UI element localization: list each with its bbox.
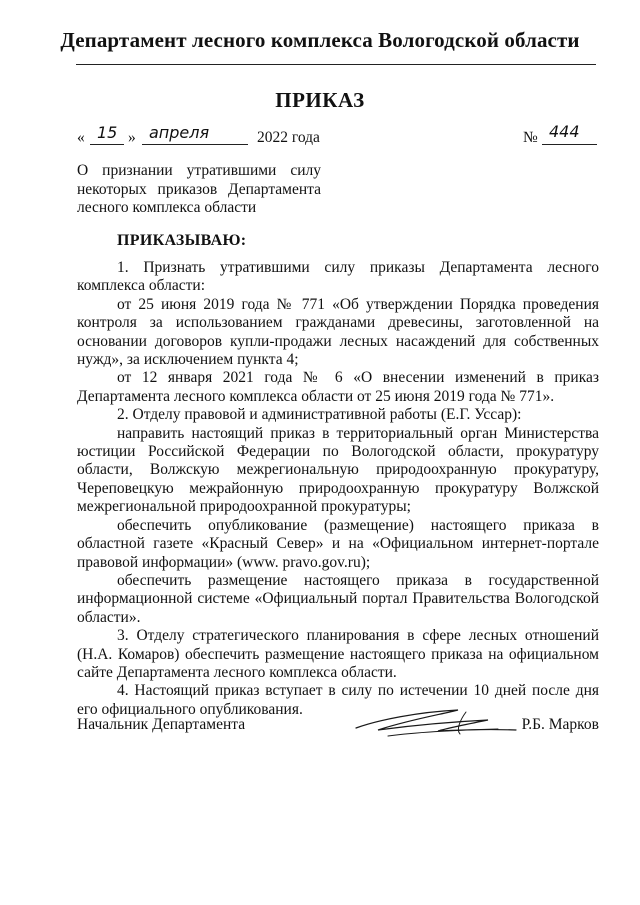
- day-underline: [90, 144, 124, 145]
- paragraph-item-2-a: направить настоящий приказ в территориальный орган Министерства юстиции Российской Федерации по Вологодской области, прокуратуру области, Волжскую межрегиональную природоохранную прокуратуру, Череповецкую межрайонную природоохранную прокуратуру Волжской межрегиональной природоохранной прокуратуры;: [77, 424, 599, 516]
- date-open-quote: «: [77, 129, 85, 146]
- paragraph-item-2: 2. Отделу правовой и административной работы (Е.Г. Уссар):: [117, 406, 522, 424]
- organization-title: Департамент лесного комплекса Вологодской области: [60, 28, 580, 52]
- date-year: 2022 года: [257, 129, 320, 146]
- handwritten-signature: [348, 700, 528, 750]
- order-body: [77, 259, 599, 719]
- date-close-quote: »: [128, 129, 136, 146]
- order-subject: О признании утратившими силу некоторых приказов Департамента лесного комплекса области: [77, 162, 321, 216]
- signer-name: Р.Б. Марков: [521, 716, 599, 733]
- signer-position: Начальник Департамента: [77, 716, 246, 733]
- handwritten-month: апреля: [149, 123, 210, 142]
- paragraph-item-1-b: от 12 января 2021 года № 6 «О внесении изменений в приказ Департамента лесного комплекса области от 25 июня 2019 года № 771».: [77, 369, 599, 405]
- paragraph-item-4: 4. Настоящий приказ вступает в силу по истечении 10 дней после дня его официального опубликования.: [77, 682, 599, 718]
- paragraph-item-1: 1. Признать утратившими силу приказы Департамента лесного комплекса области:: [77, 259, 599, 295]
- month-underline: [142, 144, 248, 145]
- document-type-title: ПРИКАЗ: [275, 88, 365, 112]
- number-label: №: [523, 129, 538, 146]
- paragraph-item-2-c: обеспечить размещение настоящего приказа в государственной информационной системе «Официальный портал Правительства Вологодской области».: [77, 571, 599, 626]
- header-divider: [76, 64, 596, 65]
- handwritten-day: 15: [97, 123, 118, 142]
- paragraph-item-2-b: обеспечить опубликование (размещение) настоящего приказа в областной газете «Красный Север» и на «Официальном интернет-портале правовой информации» (www. pravo.gov.ru);: [77, 516, 599, 571]
- number-underline: [542, 144, 597, 145]
- paragraph-item-1-a: от 25 июня 2019 года № 771 «Об утверждении Порядка проведения контроля за использованием гражданами древесины, заготовленной на основании договоров купли-продажи лесных насаждений для собственных нужд», за исключением пункта 4;: [77, 295, 599, 369]
- handwritten-number: 444: [549, 122, 580, 141]
- paragraph-item-3: 3. Отделу стратегического планирования в сфере лесных отношений (Н.А. Комаров) обеспечить размещение настоящего приказа на официальном сайте Департамента лесного комплекса области.: [77, 627, 599, 681]
- order-heading: ПРИКАЗЫВАЮ:: [117, 232, 247, 249]
- date-number-line: [77, 122, 597, 153]
